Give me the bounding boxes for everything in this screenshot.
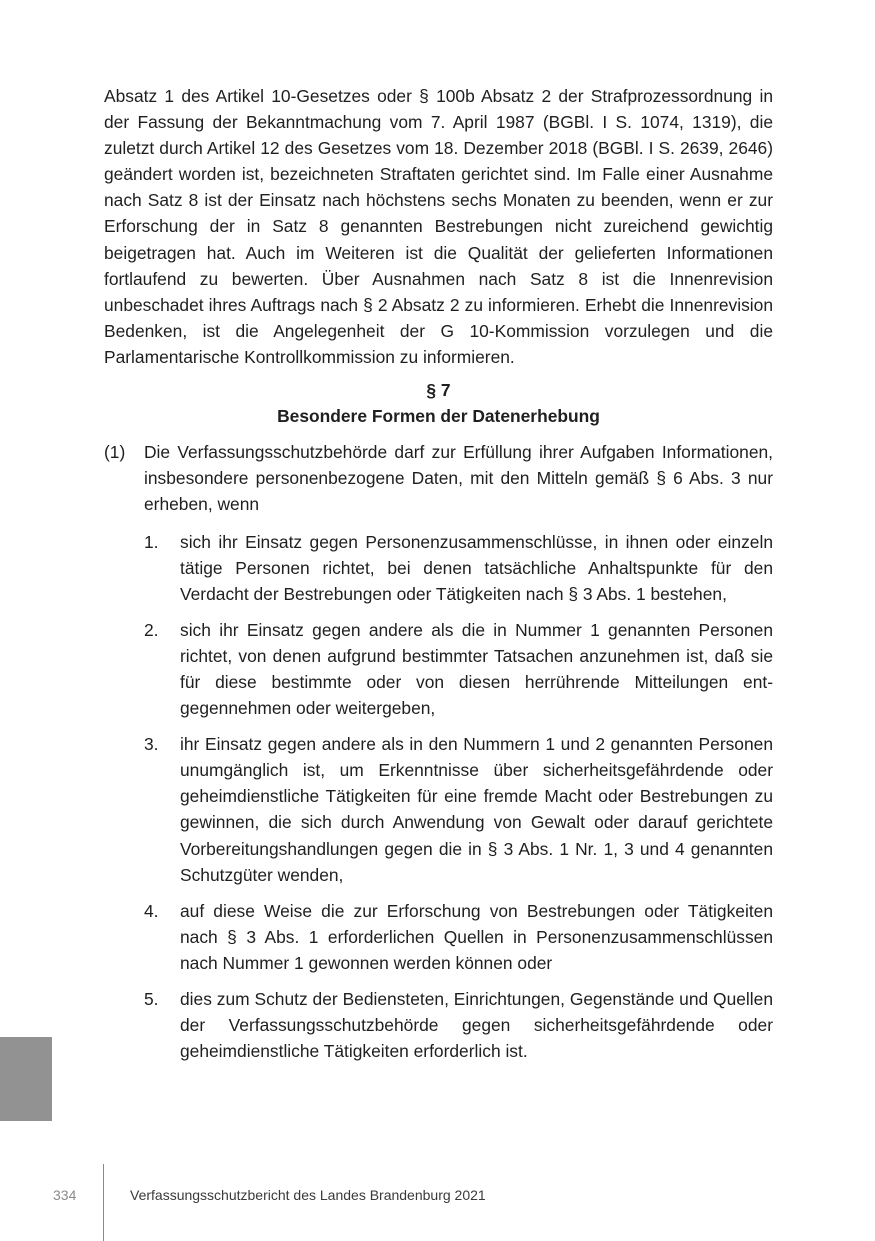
intro-paragraph: Absatz 1 des Artikel 10-Gesetzes oder § 100b Absatz 2 der Strafprozessordnung in der Fassung der Bekanntmachung vom 7. April 1987 (BGBl. I S. 1074, 1319), die zuletzt durch Artikel 12 des Gesetzes vom 18. Dezember 2018 (BGBl. I S. 2639, 2646) geändert worden ist, bezeichneten Straftaten gerichtet sind. Im Falle einer Ausnahme nach Satz 8 ist der Einsatz nach höchstens sechs Monaten zu beenden, wenn er zur Erforschung der in Satz 8 genannten Bestrebungen nicht zureichend gewichtig beigetragen hat. Auch im Weiteren ist die Qualität der gelieferten Informationen fortlaufend zu bewerten. Über Ausnahmen nach Satz 8 ist die Innenrevision unbeschadet ihres Auftrags nach § 2 Absatz 2 zu informieren. Erhebt die Innenrevision Bedenken, ist die Angelegenheit der G 10-Kommission vorzulegen und die Parlamentarische Kontrollkommission zu informieren. <box>104 86 773 367</box>
chapter-tab-marker <box>0 1037 52 1121</box>
list-item-text: ihr Einsatz gegen andere als in den Nummern 1 und 2 genannten Personen unumgänglich ist, um Erkenntnisse über sicherheitsgefährdende oder geheimdienstliche Tätigkeiten für eine fremde Macht oder Bestrebungen zu gewinnen, die sich durch Anwendung von Gewalt oder darauf gerichtete Vorbereitungshandlungen gegen die in § 3 Abs. 1 Nr. 1, 3 und 4 genannten Schutzgüter wenden, <box>180 734 773 885</box>
list-item-number: 4. <box>144 900 159 921</box>
list-item-text: auf diese Weise die zur Erforschung von Bestrebungen oder Tätigkeiten nach § 3 Abs. 1 erforderlichen Quellen in Personenzusammenschlüssen nach Nummer 1 gewonnen werden können oder <box>180 900 773 973</box>
enumerated-list <box>144 529 773 1065</box>
section-title: Besondere Formen der Datenerhebung <box>277 406 600 427</box>
page-body <box>104 83 773 1074</box>
paragraph-1-label: (1) <box>104 442 126 463</box>
paragraph-1 <box>104 439 773 517</box>
list-item <box>144 731 773 888</box>
list-item-number: 1. <box>144 531 159 552</box>
list-item <box>144 529 773 607</box>
list-item <box>144 898 773 976</box>
list-item-number: 3. <box>144 734 159 755</box>
list-item <box>144 986 773 1064</box>
list-item-text: sich ihr Einsatz gegen andere als die in Nummer 1 genannten Personen richtet, von denen aufgrund bestimmter Tatsachen anzunehmen ist, daß sie für diese bestimmte oder von diesen herrührende Mitteilungen entgegennehmen oder weitergeben, <box>180 619 773 719</box>
page-number: 334 <box>53 1187 77 1203</box>
paragraph-1-text: Die Verfassungsschutzbehörde darf zur Erfüllung ihrer Aufgaben Informationen, insbesondere personenbezogene Daten, mit den Mitteln gemäß § 6 Abs. 3 nur erheben, wenn <box>144 442 773 515</box>
footer-title: Verfassungsschutzbericht des Landes Brandenburg 2021 <box>130 1187 486 1203</box>
section-number: § 7 <box>426 380 451 401</box>
list-item-text: sich ihr Einsatz gegen Personenzusammenschlüsse, in ihnen oder einzeln tätige Personen richtet, bei denen tatsächliche Anhaltspunkte für den Verdacht der Bestrebungen oder Tätigkeiten nach § 3 Abs. 1 bestehen, <box>180 531 773 604</box>
list-item-text: dies zum Schutz der Bediensteten, Einrichtungen, Gegenstände und Quellen der Verfassungsschutzbehörde gegen sicherheitsgefährdende oder geheimdienstliche Tätigkeiten erforderlich ist. <box>180 989 773 1062</box>
list-item-number: 2. <box>144 619 159 640</box>
list-item-number: 5. <box>144 989 159 1009</box>
list-item <box>144 617 773 721</box>
footer-divider <box>103 1164 104 1241</box>
